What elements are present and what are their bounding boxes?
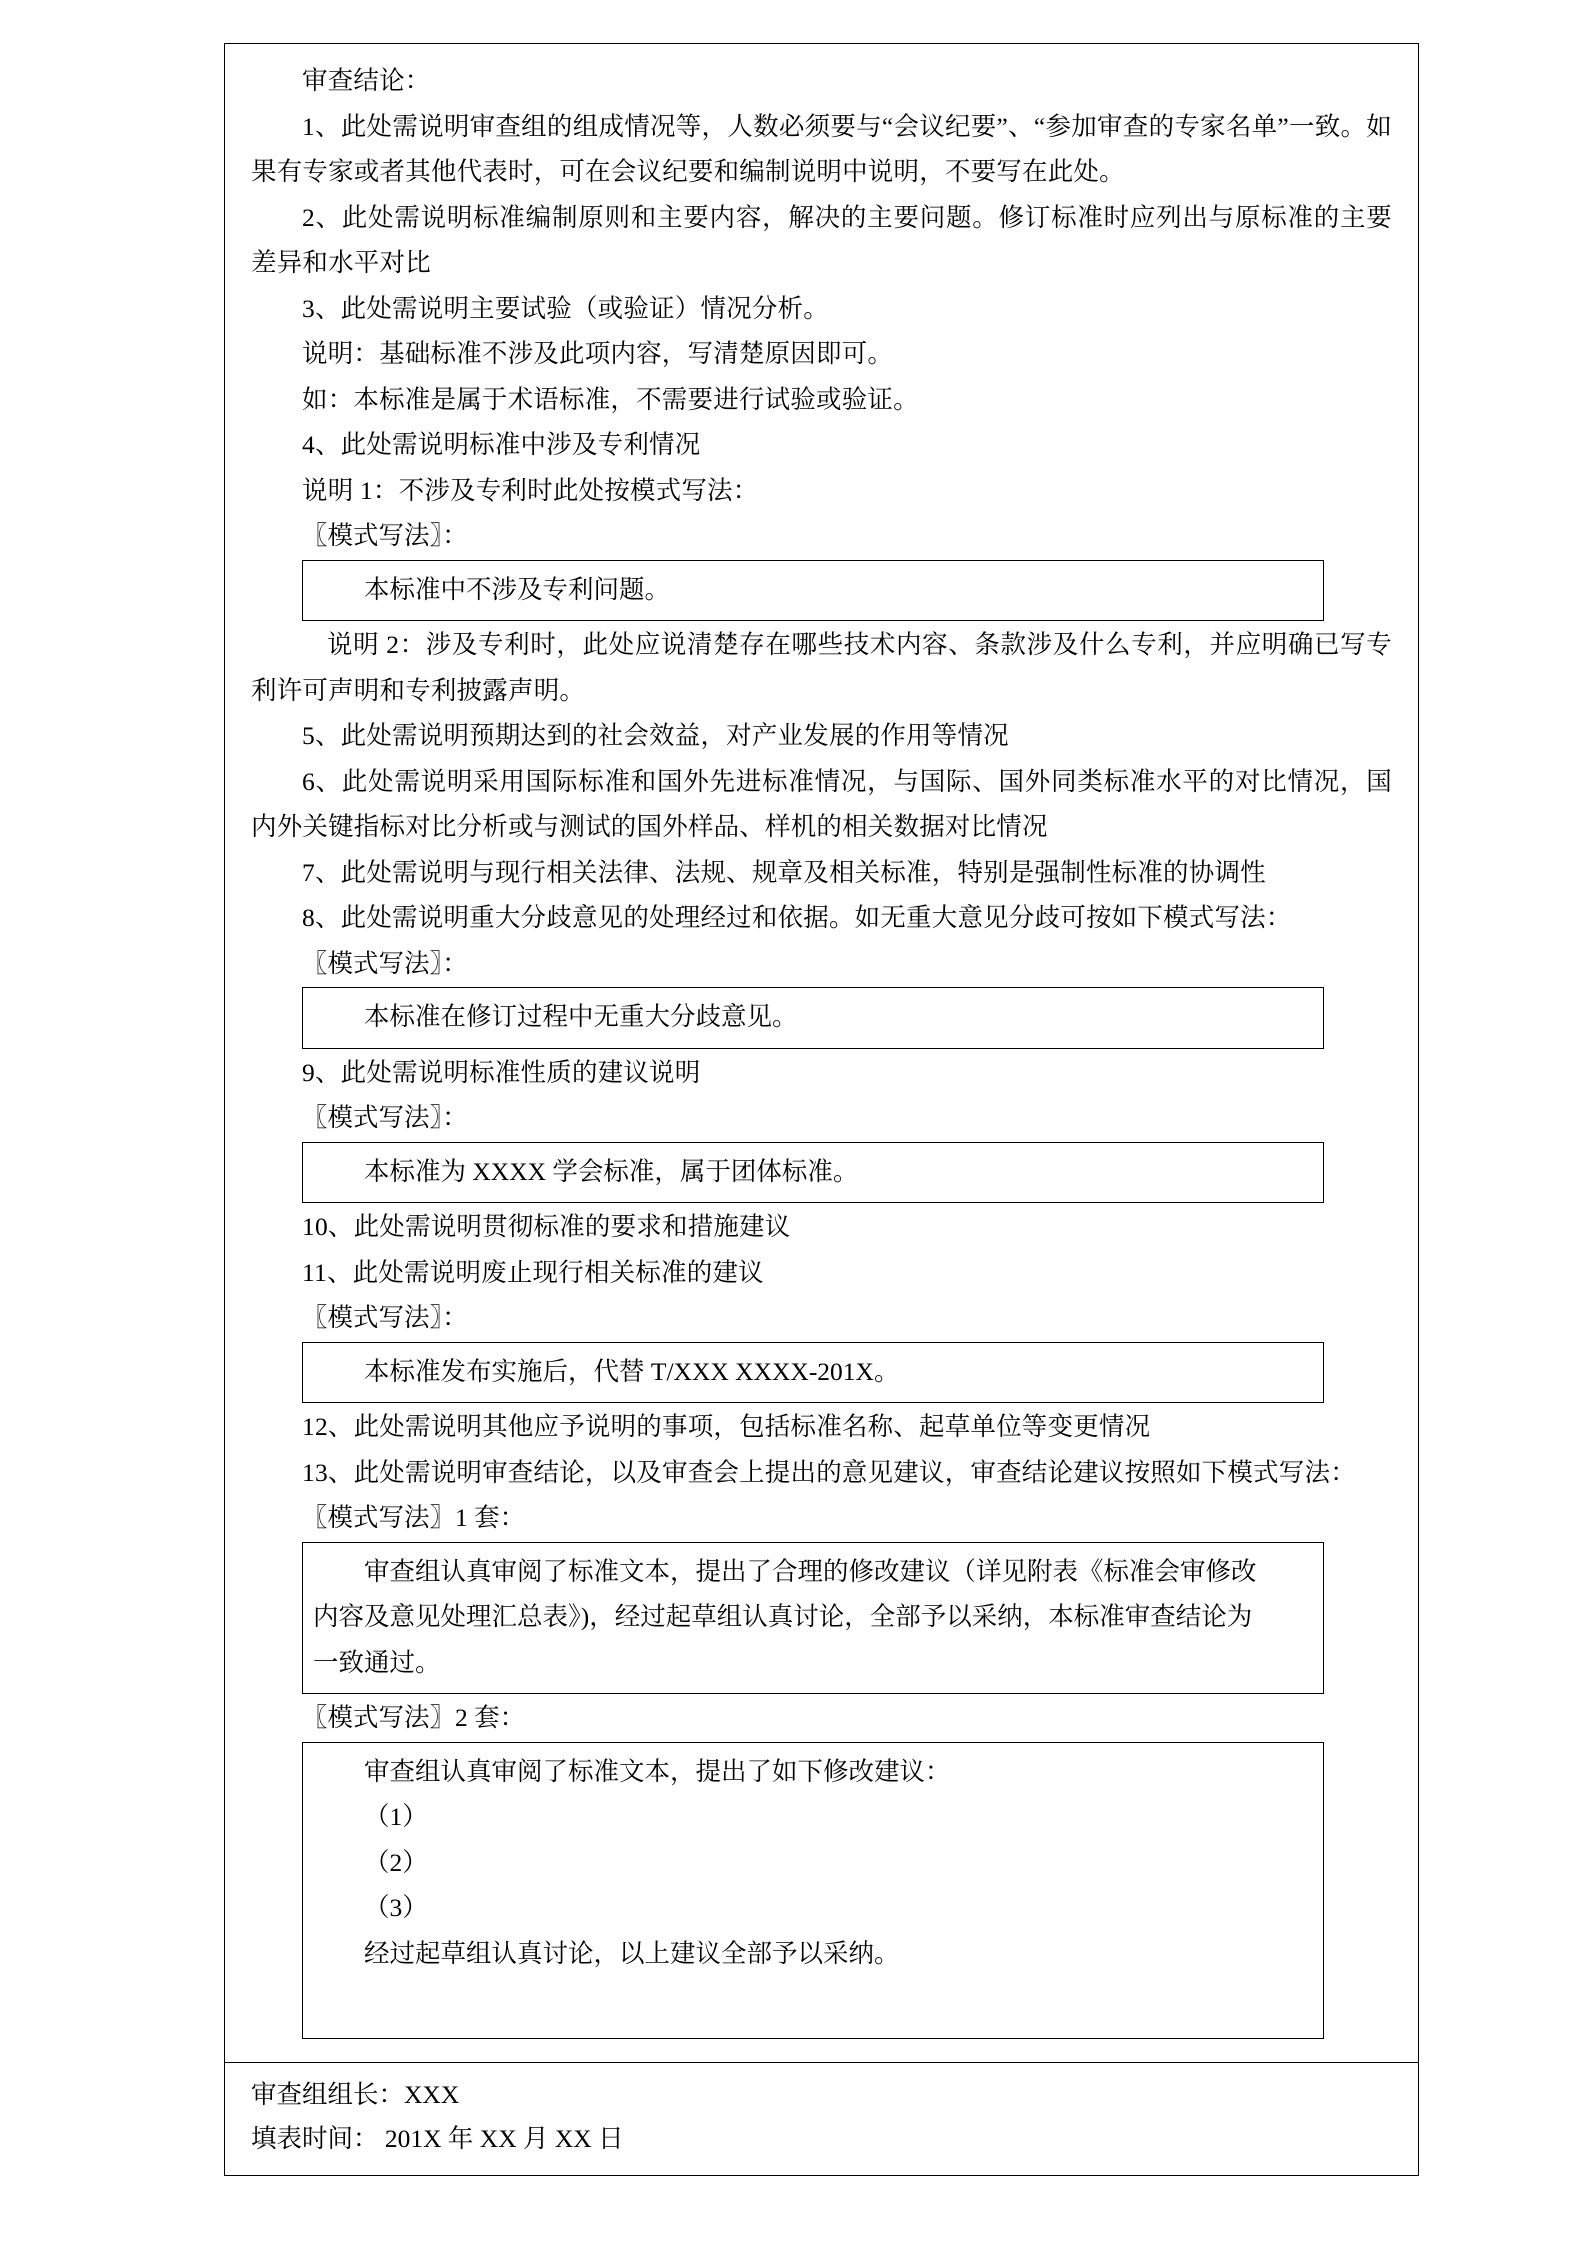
model-box-conclusion-set1-line-1: 审查组认真审阅了标准文本，提出了合理的修改建议（详见附表《标准会审修改 (364, 1556, 1257, 1586)
item-11-text: 11、此处需说明废止现行相关标准的建议 (302, 1257, 764, 1287)
model-writing-label-replace: 〖模式写法〗： (302, 1303, 468, 1332)
item-6-text: 6、此处需说明采用国际标准和国外先进标准情况，与国际、国外同类标准水平的对比情况，国内外关键指标对比分析或与测试的国外样品、样机的相关数据对比情况 (251, 766, 1392, 841)
model-box-conclusion-set2-head: 审查组认真审阅了标准文本，提出了如下修改建议： (364, 1756, 951, 1786)
item-1-text: 1、此处需说明审查组的组成情况等，人数必须要与“会议纪要”、“参加审查的专家名单”一致。如果有专家或者其他代表时，可在会议纪要和编制说明中说明，不要写在此处。 (251, 111, 1392, 186)
model-box-divergence-text: 本标准在修订过程中无重大分歧意见。 (364, 1002, 798, 1031)
signature-cell (225, 2063, 1418, 2175)
item-5-text: 5、此处需说明预期达到的社会效益，对产业发展的作用等情况 (302, 721, 1009, 750)
item-13-text: 13、此处需说明审查结论，以及审查会上提出的意见建议，审查结论建议按照如下模式写法： (302, 1457, 1356, 1487)
form-fill-date: 填表时间： 201X 年 XX 月 XX 日 (251, 2124, 624, 2153)
item-8-text: 8、此处需说明重大分歧意见的处理经过和依据。如无重大意见分歧可按如下模式写法： (302, 903, 1292, 932)
model-box-conclusion-set2-tail: 经过起草组认真讨论，以上建议全部予以采纳。 (364, 1938, 900, 1968)
model-writing-label-set2: 〖模式写法〗2 套： (302, 1703, 526, 1732)
model-writing-label-set1: 〖模式写法〗1 套： (302, 1503, 526, 1532)
model-box-conclusion-set2-item-3: （3） (364, 1893, 428, 1922)
model-box-divergence (302, 987, 1324, 1049)
model-box-nature-text: 本标准为 XXXX 学会标准，属于团体标准。 (364, 1156, 859, 1186)
item-3-note-1-text: 说明：基础标准不涉及此项内容，写清楚原因即可。 (302, 339, 894, 368)
model-box-replace-text: 本标准发布实施后，代替 T/XXX XXXX-201X。 (364, 1356, 900, 1386)
model-box-nature (302, 1142, 1324, 1204)
model-box-replace (302, 1342, 1324, 1404)
review-conclusion-cell (225, 44, 1418, 2063)
model-writing-label-divergence: 〖模式写法〗： (302, 948, 468, 978)
model-writing-label-nature: 〖模式写法〗： (302, 1103, 468, 1132)
item-7-text: 7、此处需说明与现行相关法律、法规、规章及相关标准，特别是强制性标准的协调性 (302, 857, 1266, 887)
item-4-note-1-text: 说明 1：不涉及专利时此处按模式写法： (302, 475, 759, 505)
model-box-conclusion-set1 (302, 1542, 1324, 1695)
model-box-conclusion-set1-line-2: 内容及意见处理汇总表》)，经过起草组认真讨论，全部予以采纳，本标准审查结论为 (313, 1602, 1253, 1631)
review-conclusion-table (224, 43, 1419, 2176)
model-box-conclusion-set2 (302, 1742, 1324, 2040)
model-box-conclusion-set2-item-1: （1） (364, 1802, 428, 1831)
item-2-text: 2、此处需说明标准编制原则和主要内容，解决的主要问题。修订标准时应列出与原标准的主要差异和水平对比 (251, 202, 1392, 277)
model-writing-label-patent: 〖模式写法〗： (302, 521, 468, 550)
item-4-note-2-text: 说明 2：涉及专利时，此处应说清楚存在哪些技术内容、条款涉及什么专利，并应明确已写专利许可声明和专利披露声明。 (251, 630, 1392, 705)
section-heading: 审查结论： (302, 66, 431, 95)
item-10-text: 10、此处需说明贯彻标准的要求和措施建议 (302, 1212, 791, 1241)
model-box-conclusion-set1-line-3: 一致通过。 (313, 1647, 441, 1677)
model-box-patent-text: 本标准中不涉及专利问题。 (364, 574, 671, 604)
model-box-conclusion-set2-item-2: （2） (364, 1847, 428, 1877)
item-9-text: 9、此处需说明标准性质的建议说明 (302, 1057, 701, 1087)
item-3-note-2-text: 如：本标准是属于术语标准，不需要进行试验或验证。 (302, 384, 919, 414)
review-group-leader: 审查组组长：XXX (251, 2080, 460, 2109)
item-3-text: 3、此处需说明主要试验（或验证）情况分析。 (302, 293, 829, 323)
item-4-text: 4、此处需说明标准中涉及专利情况 (302, 430, 701, 459)
model-box-patent (302, 560, 1324, 622)
item-12-text: 12、此处需说明其他应予说明的事项，包括标准名称、起草单位等变更情况 (302, 1412, 1151, 1441)
